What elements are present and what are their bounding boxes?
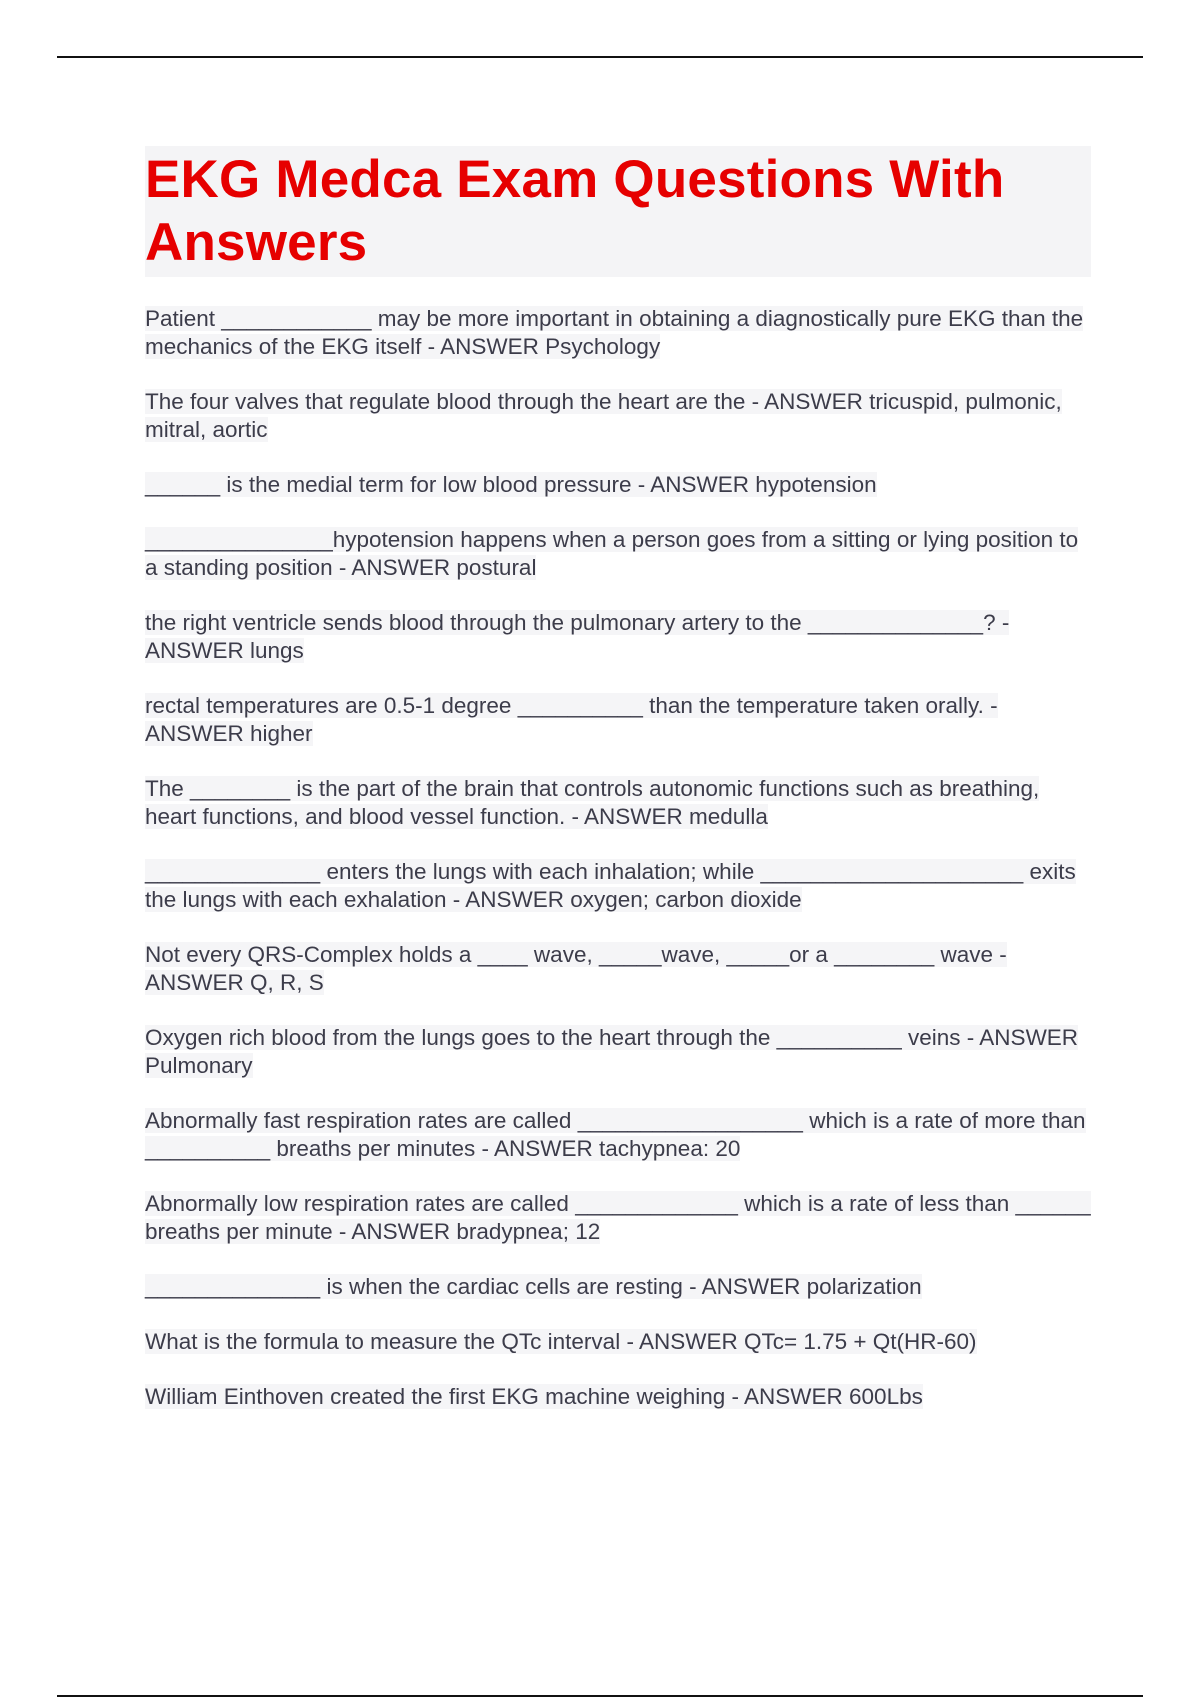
document-body	[145, 146, 1091, 1438]
qa-item	[145, 858, 1091, 914]
qa-text: ______________ enters the lungs with each inhalation; while _____________________ exits the lungs with each exhalation - ANSWER oxygen; carbon dioxide	[145, 859, 1076, 912]
question-answer-list	[145, 305, 1091, 1411]
qa-text: Patient ____________ may be more important in obtaining a diagnostically pure EKG than the mechanics of the EKG itself - ANSWER Psychology	[145, 306, 1084, 359]
qa-item	[145, 1383, 1091, 1411]
qa-item	[145, 1328, 1091, 1356]
qa-text: Abnormally low respiration rates are called _____________ which is a rate of less than ______ breaths per minute - ANSWER bradypnea; 12	[145, 1191, 1091, 1244]
qa-text: the right ventricle sends blood through the pulmonary artery to the ______________? - ANSWER lungs	[145, 610, 1010, 663]
qa-item	[145, 526, 1091, 582]
qa-item	[145, 1190, 1091, 1246]
top-rule	[57, 56, 1143, 58]
qa-text: Oxygen rich blood from the lungs goes to the heart through the __________ veins - ANSWER Pulmonary	[145, 1025, 1079, 1078]
qa-item	[145, 775, 1091, 831]
qa-text: Not every QRS-Complex holds a ____ wave, _____wave, _____or a ________ wave - ANSWER Q, R, S	[145, 942, 1007, 995]
qa-text: Abnormally fast respiration rates are called __________________ which is a rate of more than __________ breaths per minutes - ANSWER tachypnea: 20	[145, 1108, 1086, 1161]
qa-item	[145, 305, 1091, 361]
qa-text: The ________ is the part of the brain that controls autonomic functions such as breathing, heart functions, and blood vessel function. - ANSWER medulla	[145, 776, 1040, 829]
document-title: EKG Medca Exam Questions With Answers	[145, 150, 1005, 272]
qa-item	[145, 1024, 1091, 1080]
qa-text: The four valves that regulate blood through the heart are the - ANSWER tricuspid, pulmonic, mitral, aortic	[145, 389, 1062, 442]
title-block	[145, 146, 1091, 277]
qa-item	[145, 471, 1091, 499]
qa-text: William Einthoven created the first EKG machine weighing - ANSWER 600Lbs	[145, 1384, 923, 1409]
qa-text: ______ is the medial term for low blood pressure - ANSWER hypotension	[145, 472, 877, 497]
qa-item	[145, 1273, 1091, 1301]
qa-text: rectal temperatures are 0.5-1 degree __________ than the temperature taken orally. - ANSWER higher	[145, 693, 998, 746]
qa-text: _______________hypotension happens when a person goes from a sitting or lying position to a standing position - ANSWER postural	[145, 527, 1079, 580]
qa-text: ______________ is when the cardiac cells are resting - ANSWER polarization	[145, 1274, 922, 1299]
qa-item	[145, 388, 1091, 444]
bottom-rule	[57, 1695, 1143, 1697]
qa-item	[145, 941, 1091, 997]
qa-text: What is the formula to measure the QTc interval - ANSWER QTc= 1.75 + Qt(HR-60)	[145, 1329, 977, 1354]
qa-item	[145, 609, 1091, 665]
qa-item	[145, 692, 1091, 748]
qa-item	[145, 1107, 1091, 1163]
